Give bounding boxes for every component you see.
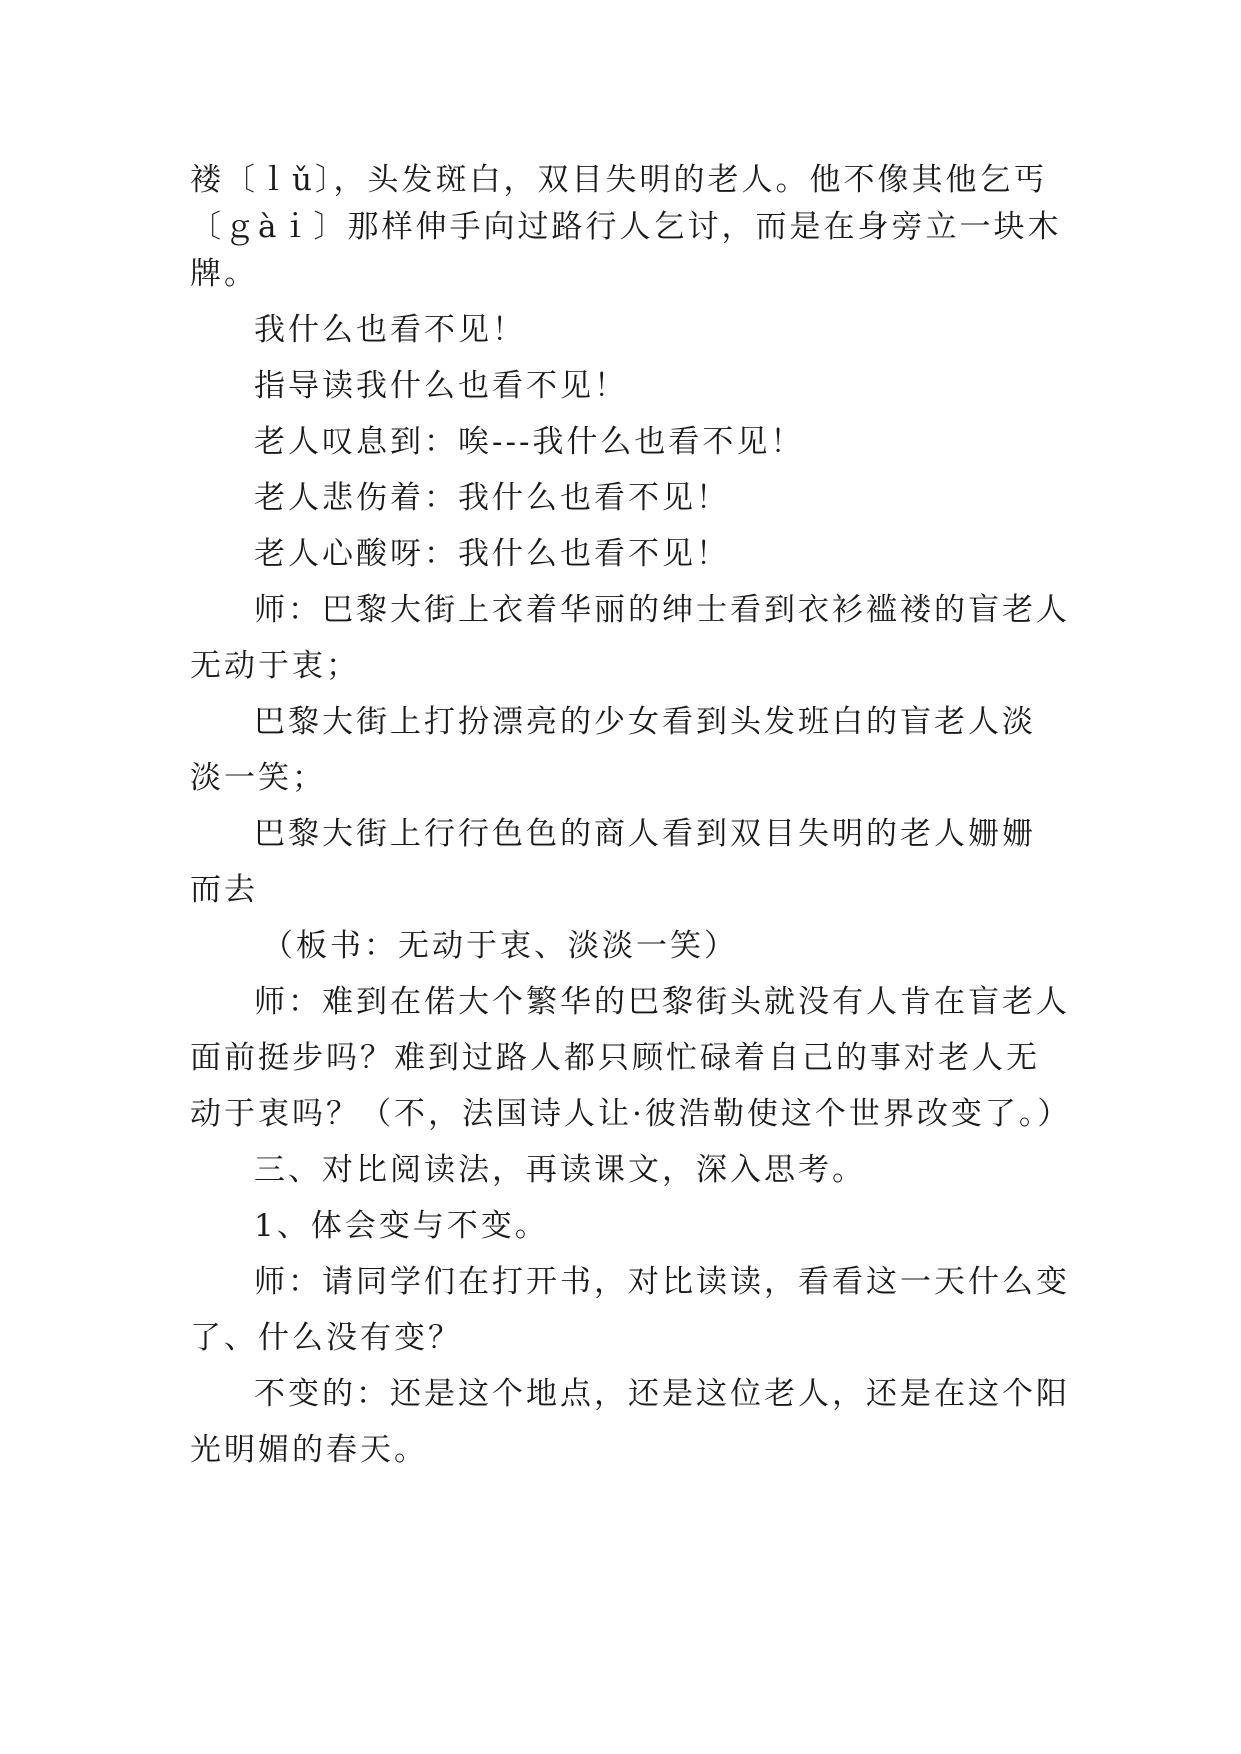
- text-line: 指导读我什么也看不见！: [254, 368, 628, 404]
- text-line: 我什么也看不见！: [254, 312, 526, 348]
- text-line: 了、什么没有变？: [190, 1320, 462, 1356]
- text-line: 而去: [190, 872, 258, 908]
- text-line: 老人心酸呀：我什么也看不见！: [254, 536, 730, 572]
- text-line: 褛〔ｌǔ〕，头发斑白，双目失明的老人。他不像其他乞丐: [190, 162, 1048, 198]
- text-line: 师：难到在偌大个繁华的巴黎街头就没有人肯在盲老人: [254, 984, 1070, 1020]
- text-line: 三、对比阅读法，再读课文，深入思考。: [254, 1152, 866, 1188]
- text-line: 巴黎大街上打扮漂亮的少女看到头发班白的盲老人淡: [254, 704, 1036, 740]
- text-line: 巴黎大街上行行色色的商人看到双目失明的老人姗姗: [254, 816, 1036, 852]
- text-line: 无动于衷；: [190, 648, 360, 684]
- text-line: 动于衷吗？（不，法国诗人让·彼浩勒使这个世界改变了。）: [190, 1096, 1072, 1132]
- text-line: 1、体会变与不变。: [254, 1208, 549, 1244]
- text-line: 老人悲伤着：我什么也看不见！: [254, 480, 730, 516]
- text-line: 牌。: [190, 256, 258, 292]
- text-line: 〔ｇàｉ〕那样伸手向过路行人乞讨，而是在身旁立一块木: [190, 209, 1062, 245]
- text-line: 不变的：还是这个地点，还是这位老人，还是在这个阳: [254, 1376, 1070, 1412]
- text-line: 老人叹息到：唉---我什么也看不见！: [254, 424, 805, 460]
- text-line: 淡一笑；: [190, 760, 326, 796]
- text-line: 面前挺步吗？难到过路人都只顾忙碌着自己的事对老人无: [190, 1040, 1040, 1076]
- text-line: 师：请同学们在打开书，对比读读，看看这一天什么变: [254, 1264, 1070, 1300]
- text-line: （板书：无动于衷、淡淡一笑）: [262, 928, 738, 964]
- text-line: 光明媚的春天。: [190, 1432, 428, 1468]
- text-line: 师：巴黎大街上衣着华丽的绅士看到衣衫褴褛的盲老人: [254, 592, 1070, 628]
